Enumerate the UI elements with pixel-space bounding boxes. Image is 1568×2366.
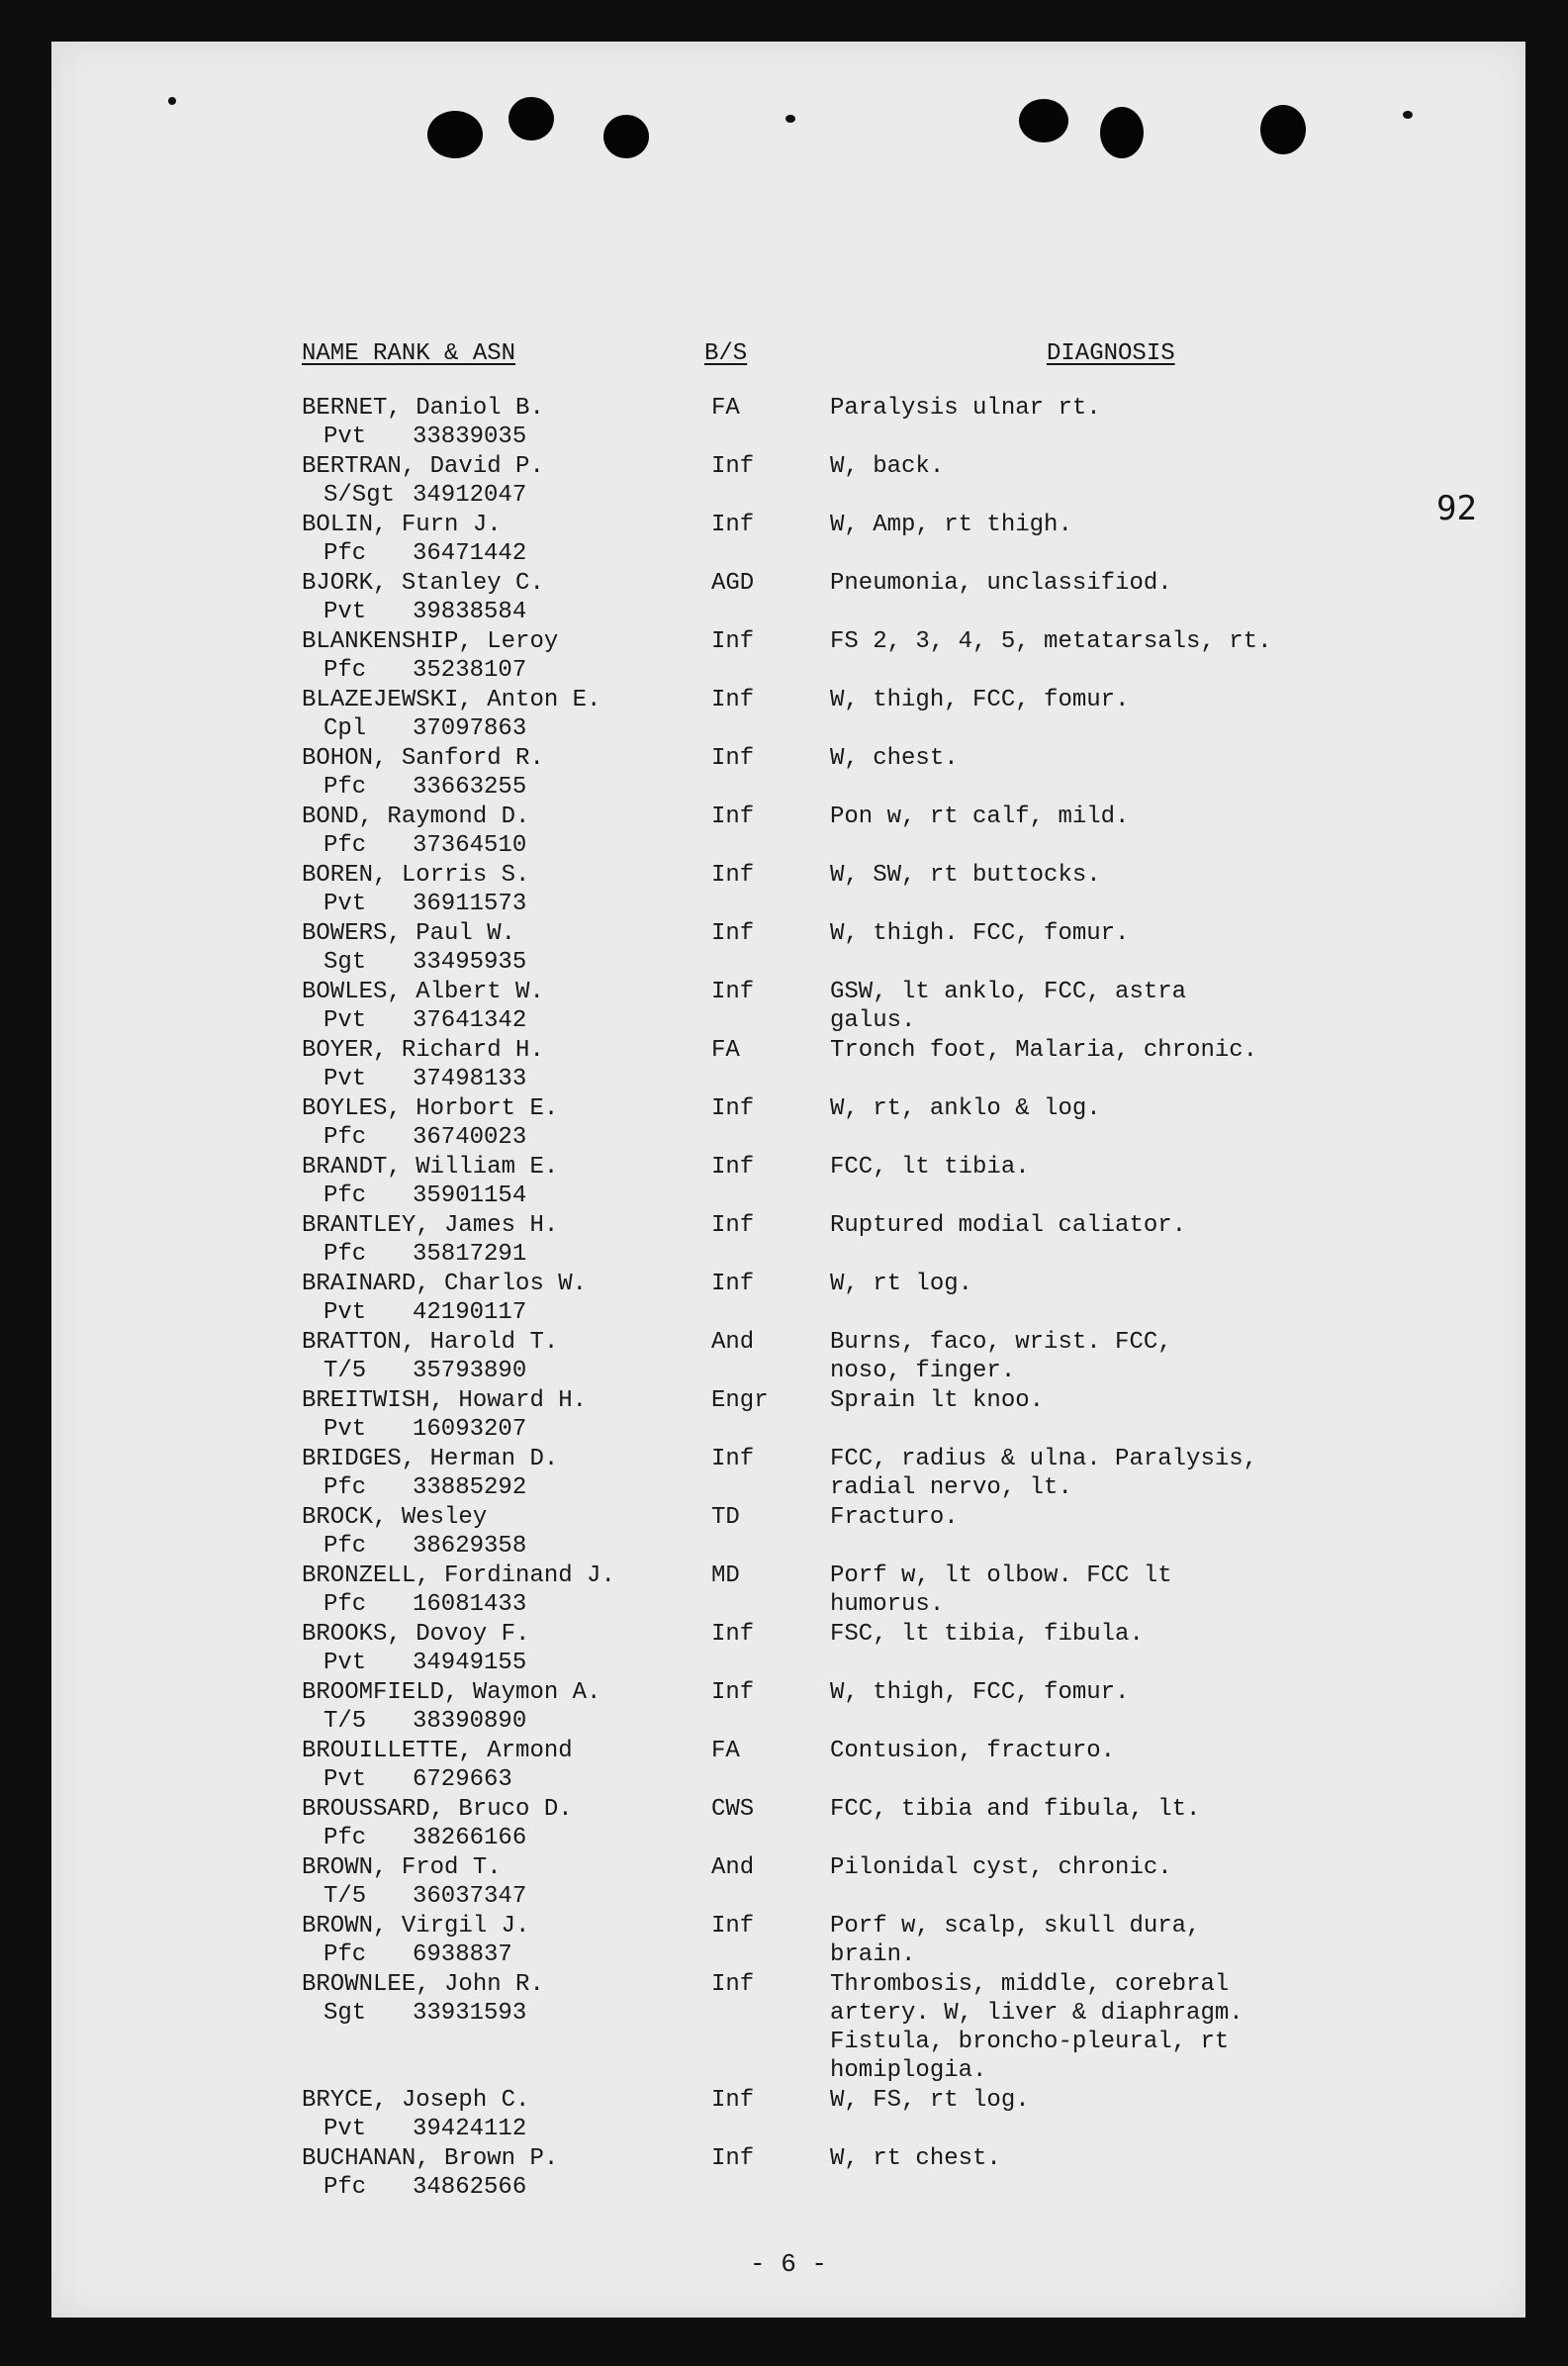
- rank-asn-line: [51, 1298, 1525, 1327]
- branch-of-service: Inf: [711, 1271, 755, 1297]
- diagnosis: [830, 1912, 1200, 1969]
- list-item: [51, 1036, 1525, 1093]
- diagnosis: [830, 1153, 1030, 1182]
- soldier-asn: 33663255: [413, 774, 527, 801]
- soldier-rank: S/Sgt: [323, 482, 396, 509]
- diagnosis: [830, 1386, 1044, 1415]
- diagnosis-line: Tronch foot, Malaria, chronic.: [830, 1037, 1258, 1064]
- diagnosis: [830, 1620, 1144, 1649]
- rank-asn-line: [51, 2115, 1525, 2143]
- list-item: [51, 1853, 1525, 1911]
- rank-asn-line: [51, 1532, 1525, 1561]
- diagnosis: [830, 2086, 1030, 2115]
- rank-asn-line: [51, 1649, 1525, 1677]
- diagnosis: [830, 978, 1186, 1035]
- soldier-rank: Pfc: [323, 1941, 367, 1968]
- diagnosis-line: W, SW, rt buttocks.: [830, 862, 1101, 889]
- soldier-asn: 35901154: [413, 1183, 527, 1209]
- header-diagnosis: DIAGNOSIS: [1047, 340, 1175, 367]
- branch-of-service: TD: [711, 1504, 740, 1531]
- list-item: [51, 1678, 1525, 1736]
- soldier-asn: 38266166: [413, 1825, 527, 1851]
- rank-asn-line: [51, 2173, 1525, 2202]
- footer-page-number: - 6 -: [749, 2249, 827, 2279]
- soldier-rank: Pvt: [323, 891, 367, 917]
- list-item: [51, 1211, 1525, 1269]
- punch-hole: [508, 97, 554, 141]
- diagnosis-line: homiplogia.: [830, 2057, 987, 2084]
- soldier-name: BREITWISH, Howard H.: [302, 1387, 588, 1414]
- soldier-rank: Pvt: [323, 1007, 367, 1034]
- soldier-rank: Pfc: [323, 832, 367, 859]
- branch-of-service: Inf: [711, 1679, 755, 1706]
- diagnosis-line: Pneumonia, unclassifiod.: [830, 570, 1172, 597]
- soldier-rank: T/5: [323, 1708, 367, 1735]
- soldier-rank: Pvt: [323, 1766, 367, 1793]
- soldier-name: BLAZEJEWSKI, Anton E.: [302, 687, 601, 713]
- diagnosis-line: FS 2, 3, 4, 5, metatarsals, rt.: [830, 628, 1272, 655]
- branch-of-service: AGD: [711, 570, 755, 597]
- soldier-asn: 36911573: [413, 891, 527, 917]
- soldier-rank: Pfc: [323, 1241, 367, 1268]
- document-page: [51, 42, 1525, 2318]
- diagnosis-line: Sprain lt knoo.: [830, 1387, 1045, 1414]
- diagnosis-line: FCC, tibia and fibula, lt.: [830, 1796, 1201, 1823]
- diagnosis: [830, 1036, 1257, 1065]
- diagnosis: [830, 1445, 1257, 1502]
- soldier-asn: 6938837: [413, 1941, 512, 1968]
- soldier-asn: 33839035: [413, 424, 527, 450]
- soldier-asn: 37097863: [413, 715, 527, 742]
- branch-of-service: Inf: [711, 1446, 755, 1472]
- soldier-name: BRONZELL, Fordinand J.: [302, 1562, 615, 1589]
- diagnosis: [830, 861, 1101, 890]
- soldier-name: BOYLES, Horbort E.: [302, 1095, 559, 1122]
- diagnosis-line: Fracturo.: [830, 1504, 959, 1531]
- branch-of-service: Inf: [711, 1621, 755, 1648]
- rank-asn-line: [51, 1123, 1525, 1152]
- header-name-rank-asn: NAME RANK & ASN: [302, 340, 516, 367]
- diagnosis: [830, 686, 1129, 714]
- soldier-name: BOLIN, Furn J.: [302, 512, 502, 538]
- soldier-asn: 34949155: [413, 1650, 527, 1676]
- ink-speck: [1403, 111, 1413, 119]
- soldier-name: BOHON, Sanford R.: [302, 745, 544, 772]
- soldier-name: BJORK, Stanley C.: [302, 570, 544, 597]
- soldier-asn: 39424112: [413, 2116, 527, 2142]
- soldier-asn: 35238107: [413, 657, 527, 684]
- soldier-rank: T/5: [323, 1883, 367, 1910]
- soldier-name: BOWERS, Paul W.: [302, 920, 516, 947]
- soldier-rank: Pvt: [323, 599, 367, 625]
- diagnosis: [830, 1737, 1115, 1765]
- soldier-rank: Pvt: [323, 2116, 367, 2142]
- punch-hole: [1100, 107, 1144, 158]
- rank-asn-line: [51, 481, 1525, 510]
- rank-asn-line: [51, 1765, 1525, 1794]
- diagnosis: [830, 1678, 1129, 1707]
- soldier-name: BRIDGES, Herman D.: [302, 1446, 559, 1472]
- branch-of-service: Inf: [711, 1154, 755, 1181]
- branch-of-service: Inf: [711, 1913, 755, 1940]
- rank-asn-line: [51, 539, 1525, 568]
- soldier-name: BRYCE, Joseph C.: [302, 2087, 530, 2114]
- soldier-name: BROOKS, Dovoy F.: [302, 1621, 530, 1648]
- rank-asn-line: [51, 1357, 1525, 1385]
- soldier-name: BRANDT, William E.: [302, 1154, 559, 1181]
- rank-asn-line: [51, 831, 1525, 860]
- soldier-rank: T/5: [323, 1358, 367, 1384]
- rank-asn-line: [51, 948, 1525, 977]
- diagnosis: [830, 744, 959, 773]
- diagnosis-line: Porf w, lt olbow. FCC lt: [830, 1562, 1172, 1589]
- soldier-rank: Pfc: [323, 1591, 367, 1618]
- diagnosis: [830, 452, 944, 481]
- soldier-rank: Pfc: [323, 1533, 367, 1560]
- diagnosis: [830, 1562, 1172, 1619]
- diagnosis-line: galus.: [830, 1007, 916, 1034]
- rank-asn-line: [51, 1065, 1525, 1093]
- list-item: [51, 1094, 1525, 1152]
- soldier-asn: 37364510: [413, 832, 527, 859]
- soldier-name: BRANTLEY, James H.: [302, 1212, 559, 1239]
- branch-of-service: MD: [711, 1562, 740, 1589]
- list-item: [51, 861, 1525, 918]
- list-item: [51, 394, 1525, 451]
- diagnosis: [830, 1795, 1200, 1824]
- branch-of-service: Inf: [711, 628, 755, 655]
- list-item: [51, 2144, 1525, 2202]
- soldier-rank: Pvt: [323, 1299, 367, 1326]
- list-item: [51, 1620, 1525, 1677]
- soldier-name: BROWN, Frod T.: [302, 1854, 502, 1881]
- list-item: [51, 978, 1525, 1035]
- casualty-list: [51, 394, 1525, 2203]
- rank-asn-line: [51, 1882, 1525, 1911]
- soldier-rank: Cpl: [323, 715, 367, 742]
- diagnosis-line: W, back.: [830, 453, 945, 480]
- list-item: [51, 452, 1525, 510]
- list-item: [51, 1737, 1525, 1794]
- soldier-asn: 35793890: [413, 1358, 527, 1384]
- soldier-rank: Pfc: [323, 1124, 367, 1151]
- branch-of-service: Inf: [711, 453, 755, 480]
- branch-of-service: Inf: [711, 1212, 755, 1239]
- soldier-rank: Pfc: [323, 1825, 367, 1851]
- soldier-name: BUCHANAN, Brown P.: [302, 2145, 559, 2172]
- branch-of-service: CWS: [711, 1796, 755, 1823]
- branch-of-service: And: [711, 1854, 755, 1881]
- rank-asn-line: [51, 423, 1525, 451]
- diagnosis: [830, 394, 1101, 423]
- soldier-rank: Pfc: [323, 774, 367, 801]
- branch-of-service: Inf: [711, 1095, 755, 1122]
- diagnosis-line: W, rt chest.: [830, 2145, 1001, 2172]
- list-item: [51, 919, 1525, 977]
- diagnosis: [830, 1094, 1101, 1123]
- soldier-name: BRATTON, Harold T.: [302, 1329, 559, 1356]
- diagnosis: [830, 569, 1172, 598]
- diagnosis-line: Ruptured modial caliator.: [830, 1212, 1187, 1239]
- list-item: [51, 1970, 1525, 2085]
- rank-asn-line: [51, 1824, 1525, 1852]
- rank-asn-line: [51, 598, 1525, 626]
- branch-of-service: Engr: [711, 1387, 769, 1414]
- soldier-asn: 37641342: [413, 1007, 527, 1034]
- soldier-rank: Pfc: [323, 1183, 367, 1209]
- soldier-name: BROUSSARD, Bruco D.: [302, 1796, 573, 1823]
- soldier-rank: Pfc: [323, 2174, 367, 2201]
- page-number-stamp: 92: [1436, 489, 1477, 528]
- soldier-name: BERNET, Daniol B.: [302, 395, 544, 422]
- list-item: [51, 2086, 1525, 2143]
- soldier-asn: 36037347: [413, 1883, 527, 1910]
- diagnosis-line: W, FS, rt log.: [830, 2087, 1030, 2114]
- diagnosis-line: W, rt, anklo & log.: [830, 1095, 1101, 1122]
- diagnosis-line: FSC, lt tibia, fibula.: [830, 1621, 1144, 1648]
- branch-of-service: Inf: [711, 1971, 755, 1998]
- rank-asn-line: [51, 1999, 1525, 2028]
- diagnosis-line: Thrombosis, middle, corebral: [830, 1971, 1230, 1998]
- rank-asn-line: [51, 1415, 1525, 1444]
- branch-of-service: FA: [711, 1738, 740, 1764]
- soldier-asn: 34862566: [413, 2174, 527, 2201]
- diagnosis: [830, 1853, 1172, 1882]
- list-item: [51, 1328, 1525, 1385]
- soldier-asn: 36471442: [413, 540, 527, 567]
- soldier-asn: 42190117: [413, 1299, 527, 1326]
- diagnosis-line: W, thigh. FCC, fomur.: [830, 920, 1130, 947]
- soldier-rank: Sgt: [323, 2000, 367, 2027]
- diagnosis: [830, 919, 1129, 948]
- soldier-asn: 16093207: [413, 1416, 527, 1443]
- list-item: [51, 686, 1525, 743]
- list-item: [51, 569, 1525, 626]
- punch-hole: [603, 115, 649, 158]
- soldier-asn: 35817291: [413, 1241, 527, 1268]
- list-item: [51, 627, 1525, 685]
- rank-asn-line: [51, 1006, 1525, 1035]
- branch-of-service: Inf: [711, 804, 755, 830]
- diagnosis: [830, 1503, 959, 1532]
- soldier-asn: 33495935: [413, 949, 527, 976]
- soldier-name: BROWNLEE, John R.: [302, 1971, 544, 1998]
- branch-of-service: Inf: [711, 687, 755, 713]
- list-item: [51, 1445, 1525, 1502]
- rank-asn-line: [51, 1707, 1525, 1736]
- list-item: [51, 1562, 1525, 1619]
- diagnosis: [830, 627, 1271, 656]
- list-item: [51, 803, 1525, 860]
- header-bs: B/S: [704, 340, 748, 367]
- rank-asn-line: [51, 656, 1525, 685]
- diagnosis-line: GSW, lt anklo, FCC, astra: [830, 979, 1187, 1005]
- rank-asn-line: [51, 714, 1525, 743]
- soldier-name: BROCK, Wesley: [302, 1504, 488, 1531]
- rank-asn-line: [51, 773, 1525, 802]
- list-item: [51, 1153, 1525, 1210]
- rank-asn-line: [51, 1473, 1525, 1502]
- diagnosis: [830, 803, 1129, 831]
- soldier-rank: Pfc: [323, 1474, 367, 1501]
- diagnosis-line: W, thigh, FCC, fomur.: [830, 687, 1130, 713]
- diagnosis-line: radial nervo, lt.: [830, 1474, 1072, 1501]
- rank-asn-line: [51, 1940, 1525, 1969]
- branch-of-service: Inf: [711, 2087, 755, 2114]
- soldier-rank: Sgt: [323, 949, 367, 976]
- diagnosis-line: W, thigh, FCC, fomur.: [830, 1679, 1130, 1706]
- ink-speck: [168, 97, 176, 105]
- diagnosis-line: Contusion, fracturo.: [830, 1738, 1116, 1764]
- soldier-rank: Pvt: [323, 1416, 367, 1443]
- diagnosis-line: W, Amp, rt thigh.: [830, 512, 1072, 538]
- soldier-rank: Pvt: [323, 1066, 367, 1092]
- ink-speck: [785, 115, 795, 123]
- diagnosis-line: Paralysis ulnar rt.: [830, 395, 1101, 422]
- branch-of-service: FA: [711, 395, 740, 422]
- rank-asn-line: [51, 1240, 1525, 1269]
- diagnosis: [830, 2144, 1001, 2173]
- branch-of-service: Inf: [711, 920, 755, 947]
- soldier-asn: 37498133: [413, 1066, 527, 1092]
- list-item: [51, 1795, 1525, 1852]
- soldier-name: BOWLES, Albert W.: [302, 979, 544, 1005]
- soldier-name: BLANKENSHIP, Leroy: [302, 628, 559, 655]
- list-item: [51, 1912, 1525, 1969]
- soldier-asn: 33931593: [413, 2000, 527, 2027]
- branch-of-service: Inf: [711, 979, 755, 1005]
- rank-asn-line: [51, 890, 1525, 918]
- soldier-name: BRAINARD, Charlos W.: [302, 1271, 588, 1297]
- punch-hole: [1019, 99, 1068, 142]
- soldier-name: BROUILLETTE, Armond: [302, 1738, 573, 1764]
- soldier-name: BROOMFIELD, Waymon A.: [302, 1679, 601, 1706]
- diagnosis-line: Pilonidal cyst, chronic.: [830, 1854, 1172, 1881]
- soldier-asn: 6729663: [413, 1766, 512, 1793]
- punch-hole: [427, 111, 483, 158]
- diagnosis-line: humorus.: [830, 1591, 945, 1618]
- branch-of-service: Inf: [711, 862, 755, 889]
- branch-of-service: Inf: [711, 745, 755, 772]
- diagnosis: [830, 1211, 1186, 1240]
- soldier-name: BOYER, Richard H.: [302, 1037, 544, 1064]
- diagnosis-line: Burns, faco, wrist. FCC,: [830, 1329, 1172, 1356]
- list-item: [51, 1503, 1525, 1561]
- diagnosis-line: noso, finger.: [830, 1358, 1016, 1384]
- branch-of-service: Inf: [711, 512, 755, 538]
- diagnosis: [830, 511, 1072, 539]
- diagnosis-line: Pon w, rt calf, mild.: [830, 804, 1130, 830]
- diagnosis-line: W, rt log.: [830, 1271, 973, 1297]
- list-item: [51, 1270, 1525, 1327]
- branch-of-service: FA: [711, 1037, 740, 1064]
- soldier-rank: Pvt: [323, 424, 367, 450]
- diagnosis: [830, 1270, 972, 1298]
- soldier-asn: 38390890: [413, 1708, 527, 1735]
- diagnosis-line: Fistula, broncho-pleural, rt: [830, 2029, 1230, 2055]
- soldier-asn: 16081433: [413, 1591, 527, 1618]
- soldier-asn: 36740023: [413, 1124, 527, 1151]
- diagnosis: [830, 1970, 1244, 2085]
- list-item: [51, 1386, 1525, 1444]
- soldier-rank: Pfc: [323, 540, 367, 567]
- diagnosis-line: FCC, radius & ulna. Paralysis,: [830, 1446, 1258, 1472]
- diagnosis-line: Porf w, scalp, skull dura,: [830, 1913, 1201, 1940]
- soldier-name: BERTRAN, David P.: [302, 453, 544, 480]
- soldier-name: BOND, Raymond D.: [302, 804, 530, 830]
- diagnosis-line: artery. W, liver & diaphragm.: [830, 2000, 1244, 2027]
- soldier-rank: Pvt: [323, 1650, 367, 1676]
- diagnosis-line: brain.: [830, 1941, 916, 1968]
- list-item: [51, 511, 1525, 568]
- soldier-asn: 33885292: [413, 1474, 527, 1501]
- diagnosis: [830, 1328, 1172, 1385]
- rank-asn-line: [51, 1590, 1525, 1619]
- soldier-asn: 39838584: [413, 599, 527, 625]
- rank-asn-line: [51, 1182, 1525, 1210]
- branch-of-service: Inf: [711, 2145, 755, 2172]
- soldier-name: BROWN, Virgil J.: [302, 1913, 530, 1940]
- soldier-asn: 38629358: [413, 1533, 527, 1560]
- branch-of-service: And: [711, 1329, 755, 1356]
- soldier-asn: 34912047: [413, 482, 527, 509]
- diagnosis-line: FCC, lt tibia.: [830, 1154, 1030, 1181]
- soldier-name: BOREN, Lorris S.: [302, 862, 530, 889]
- list-item: [51, 744, 1525, 802]
- diagnosis-line: W, chest.: [830, 745, 959, 772]
- punch-hole: [1260, 105, 1306, 154]
- soldier-rank: Pfc: [323, 657, 367, 684]
